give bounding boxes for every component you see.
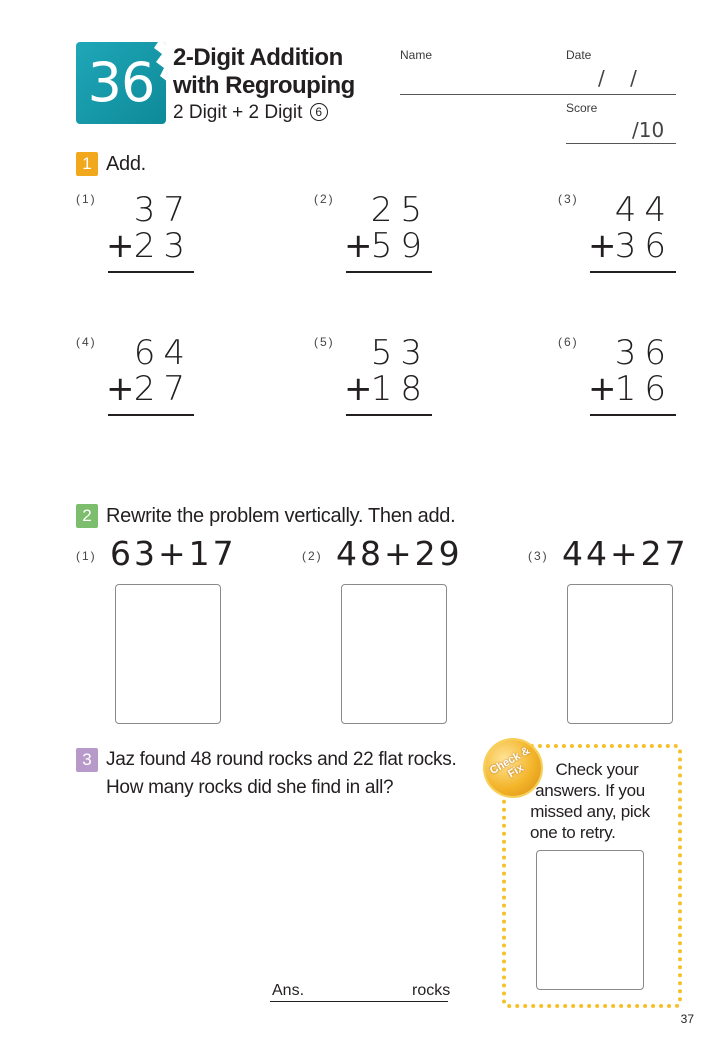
plus-sign: + xyxy=(588,226,617,266)
check-fix-badge-text: Check & Fix xyxy=(487,744,533,781)
section2-tag: 2 xyxy=(76,504,98,528)
answer-line[interactable] xyxy=(346,414,432,416)
problem-top-number: 44 xyxy=(614,190,674,230)
problem-label: (5) xyxy=(314,335,335,349)
plus-sign: + xyxy=(106,226,135,266)
section3-tag: 3 xyxy=(76,748,98,772)
problem-bottom-number: 23 xyxy=(133,226,193,266)
check-fix-line3: missed any, pick xyxy=(530,802,650,821)
subtitle-circle-number: 6 xyxy=(310,103,328,121)
problem-label: (3) xyxy=(558,192,579,206)
check-fix-line4: one to retry. xyxy=(530,823,616,842)
problem-top-number: 25 xyxy=(370,190,430,230)
horizontal-problem: 48+29 xyxy=(336,534,463,573)
problem-top-number: 53 xyxy=(370,333,430,373)
answer-line[interactable] xyxy=(108,271,194,273)
plus-sign: + xyxy=(344,369,373,409)
plus-sign: + xyxy=(106,369,135,409)
problem-label: (2) xyxy=(314,192,335,206)
work-box[interactable] xyxy=(341,584,447,724)
answer-line[interactable] xyxy=(590,414,676,416)
section2-instruction: Rewrite the problem vertically. Then add. xyxy=(106,505,456,527)
problem-label: (6) xyxy=(558,335,579,349)
problem-top-number: 37 xyxy=(133,190,193,230)
word-problem-line1: Jaz found 48 round rocks and 22 flat rocks. xyxy=(106,749,457,770)
problem-label: (3) xyxy=(528,549,549,563)
retry-box[interactable] xyxy=(536,850,644,990)
check-fix-line1: Check your xyxy=(555,760,639,779)
answer-line[interactable] xyxy=(346,271,432,273)
page-subtitle xyxy=(173,102,328,124)
work-box[interactable] xyxy=(567,584,673,724)
horizontal-problem: 63+17 xyxy=(110,534,237,573)
problem-top-number: 36 xyxy=(614,333,674,373)
badge-notch-icon xyxy=(146,42,166,82)
answer-line[interactable] xyxy=(108,414,194,416)
work-box[interactable] xyxy=(115,584,221,724)
score-line[interactable] xyxy=(566,143,676,144)
page-number: 37 xyxy=(680,1012,694,1026)
section1-tag: 1 xyxy=(76,152,98,176)
answer-unit: rocks xyxy=(412,982,451,999)
problem-bottom-number: 18 xyxy=(370,369,430,409)
page-title-line1: 2-Digit Addition xyxy=(173,44,343,71)
word-problem-line2: How many rocks did she find in all? xyxy=(106,777,394,798)
problem-label: (1) xyxy=(76,549,97,563)
plus-sign: + xyxy=(588,369,617,409)
subtitle-text: 2 Digit + 2 Digit xyxy=(173,102,303,123)
lesson-number: 36 xyxy=(87,51,155,114)
date-label: Date xyxy=(566,48,592,62)
name-date-line[interactable] xyxy=(400,94,676,95)
problem-label: (4) xyxy=(76,335,97,349)
name-label: Name xyxy=(400,48,433,62)
problem-bottom-number: 59 xyxy=(370,226,430,266)
section1-instruction: Add. xyxy=(106,153,146,175)
problem-label: (2) xyxy=(302,549,323,563)
problem-bottom-number: 27 xyxy=(133,369,193,409)
answer-line[interactable] xyxy=(270,1001,448,1002)
horizontal-problem: 44+27 xyxy=(562,534,689,573)
date-slashes: / / xyxy=(598,66,637,90)
score-label: Score xyxy=(566,101,598,115)
lesson-number-badge xyxy=(76,42,166,124)
problem-bottom-number: 36 xyxy=(614,226,674,266)
problem-top-number: 64 xyxy=(133,333,193,373)
check-fix-line2: answers. If you xyxy=(535,781,645,800)
answer-line[interactable] xyxy=(590,271,676,273)
page-title-line2: with Regrouping xyxy=(173,72,355,99)
problem-label: (1) xyxy=(76,192,97,206)
answer-label: Ans. xyxy=(272,982,305,999)
score-total: /10 xyxy=(632,118,665,142)
problem-bottom-number: 16 xyxy=(614,369,674,409)
plus-sign: + xyxy=(344,226,373,266)
